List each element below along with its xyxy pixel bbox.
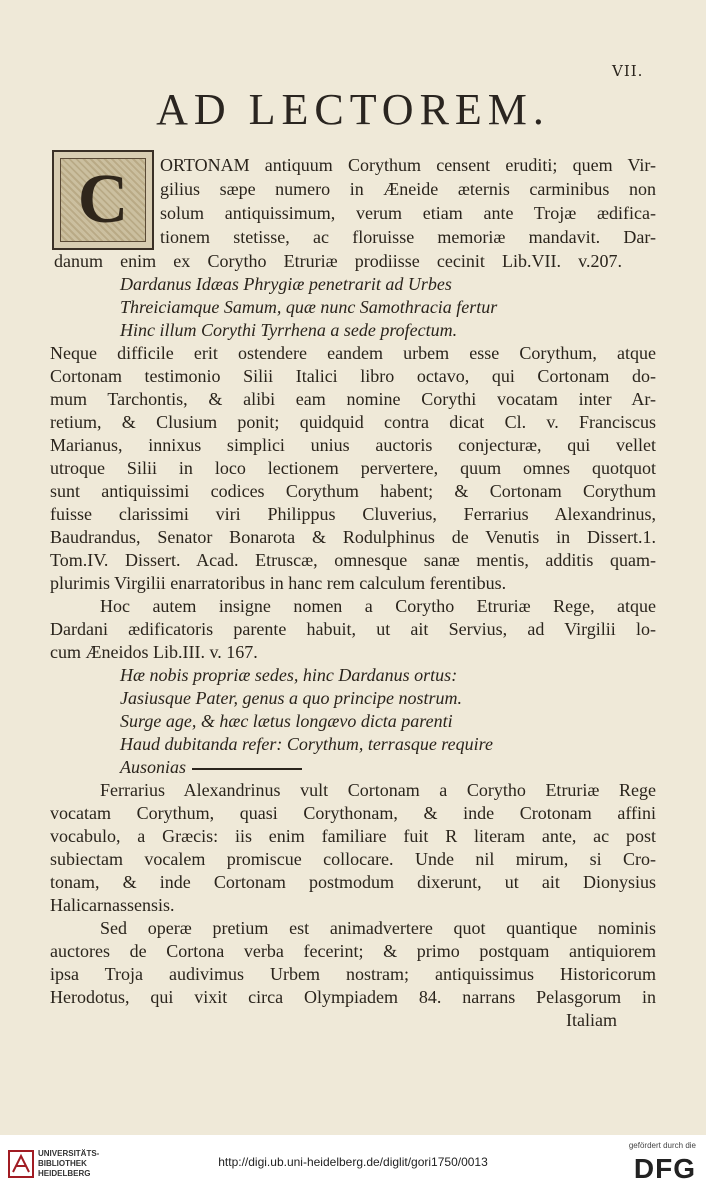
decorated-initial xyxy=(52,150,154,250)
text-line: ORTONAM antiquum Corythum censent eruditi; quem Vir- xyxy=(160,155,656,175)
verse-line: Haud dubitanda refer: Corythum, terrasque require xyxy=(120,734,493,754)
viewer-footer xyxy=(0,1135,706,1192)
text-line: utroque Silii in loco lectionem pervertere, quum omnes quotquot xyxy=(50,458,656,478)
verse-line: Dardanus Idæas Phrygiæ penetrarit ad Urbes xyxy=(120,274,452,294)
text-line: vocabulo, a Græcis: iis enim familiare fuit R literam ante, ac post xyxy=(50,826,656,846)
verse-line: Threiciamque Samum, quæ nunc Samothracia fertur xyxy=(120,297,498,317)
permalink-url[interactable]: http://digi.ub.uni-heidelberg.de/diglit/gori1750/0013 xyxy=(218,1155,488,1169)
text-line: Halicarnassensis. xyxy=(50,895,175,915)
text-line: tionem stetisse, ac floruisse memoriæ mandavit. Dar- xyxy=(160,227,656,247)
text-line: Hoc autem insigne nomen a Corytho Etruriæ Rege, atque xyxy=(100,596,656,616)
text-line: plurimis Virgilii enarratoribus in hanc rem calculum ferentibus. xyxy=(50,573,507,593)
text-line: ipsa Troja audivimus Urbem nostram; antiquissimus Historicorum xyxy=(50,964,656,984)
verse-line: Hinc illum Corythi Tyrrhena a sede profectum. xyxy=(120,320,458,340)
page-number: VII. xyxy=(612,62,644,80)
text-line: sunt antiquissimi codices Corythum habent; & Cortonam Corythum xyxy=(50,481,656,501)
text-line: Herodotus, qui vixit circa Olympiadem 84. narrans Pelasgorum in xyxy=(50,987,656,1007)
library-name-line: UNIVERSITÄTS- xyxy=(38,1149,100,1158)
verse-line: Surge age, & hæc lætus longævo dicta parenti xyxy=(120,711,453,731)
text-line: solum antiquissimum, verum etiam ante Trojæ ædifica- xyxy=(160,203,656,223)
text-line: vocatam Corythum, quasi Corythonam, & inde Crotonam affini xyxy=(50,803,656,823)
dfg-logo: DFG xyxy=(633,1153,696,1184)
verse-word: Ausonias xyxy=(120,757,187,777)
text-line: Tom.IV. Dissert. Acad. Etruscæ, omnesque sanæ mentis, additis quam- xyxy=(50,550,656,570)
text-line: auctores de Cortona verba fecerint; & primo postquam antiquiorem xyxy=(50,941,656,961)
text-line: danum enim ex Corytho Etruriæ prodiisse cecinit Lib.VII. v.207. xyxy=(54,251,622,271)
catchword: Italiam xyxy=(566,1010,617,1030)
text-line: Dardani ædificatoris parente habuit, ut ait Servius, ad Virgilii lo- xyxy=(50,619,656,639)
initial-letter: C xyxy=(77,161,129,238)
text-line: Baudrandus, Senator Bonarota & Rodulphinus de Venutis in Dissert.1. xyxy=(50,527,656,547)
text-line: Ferrarius Alexandrinus vult Cortonam a Corytho Etruriæ Rege xyxy=(100,780,656,800)
text-line: mum Tarchontis, & alibi eam nomine Corythi vocatam inter Ar- xyxy=(50,389,656,409)
verse-line: Jasiusque Pater, genus a quo principe nostrum. xyxy=(120,688,462,708)
sponsor-text: gefördert durch die xyxy=(628,1141,696,1150)
verse-line xyxy=(120,756,302,778)
verse-line: Hæ nobis propriæ sedes, hinc Dardanus ortus: xyxy=(120,665,458,685)
text-line: fuisse clarissimi viri Philippus Cluverius, Ferrarius Alexandrinus, xyxy=(50,504,656,524)
text-line: Cortonam testimonio Silii Italici libro octavo, qui Cortonam do- xyxy=(50,366,656,386)
library-name-line: BIBLIOTHEK xyxy=(38,1159,87,1168)
library-name-line: HEIDELBERG xyxy=(38,1169,91,1178)
text-line: tonam, & inde Cortonam postmodum dixerunt, ut ait Dionysius xyxy=(50,872,656,892)
page-title: AD LECTOREM. xyxy=(156,85,550,134)
text-line: Sed operæ pretium est animadvertere quot quantique nominis xyxy=(100,918,656,938)
text-line: Neque difficile erit ostendere eandem urbem esse Corythum, atque xyxy=(50,343,656,363)
text-line: cum Æneidos Lib.III. v. 167. xyxy=(50,642,258,662)
text-line: Marianus, innixus simplici unius auctoris conjecturæ, qui vellet xyxy=(50,435,656,455)
text-line: retium, & Clusium ponit; quidquid contra dicat Cl. v. Franciscus xyxy=(50,412,656,432)
text-line: subiectam vocalem promiscue collocare. Unde nil mirum, si Cro- xyxy=(50,849,656,869)
verse-rule xyxy=(192,768,302,770)
text-line: gilius sæpe numero in Æneide æternis carminibus non xyxy=(160,179,656,199)
